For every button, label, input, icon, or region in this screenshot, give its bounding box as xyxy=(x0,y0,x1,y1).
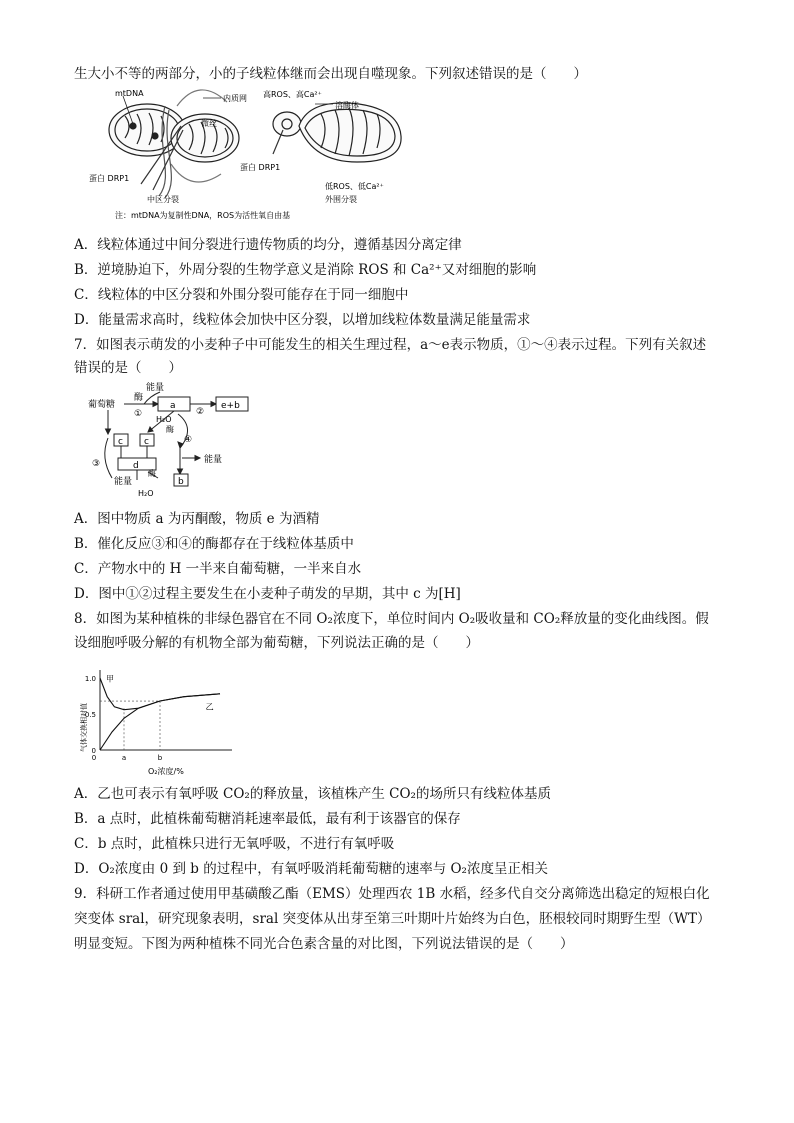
q6-option-c: C．线粒体的中区分裂和外围分裂可能存在于同一细胞中 xyxy=(74,287,409,303)
label-high-ros: 高ROS、高Ca²⁺ xyxy=(263,90,322,99)
q8-option-b: B．a 点时，此植株葡萄糖消耗速率最低，最有利于该器官的保存 xyxy=(74,811,461,827)
figure-note: 注：mtDNA为复制性DNA，ROS为活性氧自由基 xyxy=(115,211,291,220)
label-energy-3: 能量 xyxy=(114,477,133,487)
label-drp1-right: 蛋白 DRP1 xyxy=(240,163,281,172)
label-lysosome: 溶酶体 xyxy=(335,101,359,110)
q8-option-c: C．b 点时，此植株只进行无氧呼吸，不进行有氧呼吸 xyxy=(74,836,395,852)
q8-stem-2: 设细胞呼吸分解的有机物全部为葡萄糖，下列说法正确的是（ ） xyxy=(74,635,479,651)
label-enzyme-1: 酶 xyxy=(134,393,144,403)
label-energy-1: 能量 xyxy=(146,383,165,393)
label-enzyme-3: 酶 xyxy=(148,469,156,478)
q7-option-b: B．催化反应③和④的酶都存在于线粒体基质中 xyxy=(74,536,354,552)
q7-stem-1: 7．如图表示萌发的小麦种子中可能发生的相关生理过程，a～e表示物质，①～④表示过程。下列有关叙述 xyxy=(74,337,707,353)
q6-option-a: A．线粒体通过中间分裂进行遗传物质的均分，遵循基因分离定律 xyxy=(74,237,462,253)
label-mid-split: 中区分裂 xyxy=(147,195,179,204)
label-d: d xyxy=(133,461,139,471)
label-b: b xyxy=(178,477,184,487)
q6-stem: 生大小不等的两部分，小的子线粒体继而会出现自噬现象。下列叙述错误的是（ ） xyxy=(74,66,587,82)
q6-option-d: D．能量需求高时，线粒体会加快中区分裂，以增加线粒体数量满足能量需求 xyxy=(74,312,531,328)
label-energy-2: 能量 xyxy=(204,455,223,465)
q7-stem-2: 错误的是（ ） xyxy=(74,360,182,376)
series-line-1 xyxy=(100,678,220,710)
label-mtdna: mtDNA xyxy=(115,89,144,98)
label-glucose: 葡萄糖 xyxy=(88,400,116,410)
label-process-2: ② xyxy=(196,407,205,417)
label-er: 内质网 xyxy=(223,94,247,103)
y-tick-label: 0.5 xyxy=(84,711,96,719)
q6-option-b: B．逆境胁迫下，外周分裂的生物学意义是消除 ROS 和 Ca²⁺又对细胞的影响 xyxy=(74,262,537,278)
label-c-2: c xyxy=(144,437,149,447)
q8-option-d: D．O₂浓度由 0 到 b 的过程中，有氧呼吸消耗葡萄糖的速率与 O₂浓度呈正相关 xyxy=(74,861,548,877)
mitochondria-figure xyxy=(85,86,445,226)
q8-stem-1: 8．如图为某种植株的非绿色器官在不同 O₂浓度下，单位时间内 O₂吸收量和 CO₂释放量的变化曲线图。假 xyxy=(74,611,709,627)
x-tick-label: a xyxy=(121,754,127,762)
label-a: a xyxy=(170,401,176,411)
label-h2o-1: H₂O xyxy=(156,415,172,424)
peripheral-division-drawing xyxy=(273,103,401,162)
series-label: 乙 xyxy=(205,702,214,712)
q8-option-a: A．乙也可表示有氧呼吸 CO₂的释放量，该植株产生 CO₂的场所只有线粒体基质 xyxy=(74,786,551,802)
q7-option-c: C．产物水中的 H 一半来自葡萄糖，一半来自水 xyxy=(74,561,362,577)
x-tick-label: 0 xyxy=(91,754,97,762)
chart-ylabel: 气体交换相对值 xyxy=(80,703,88,752)
series-label: 甲 xyxy=(106,674,114,684)
y-tick-label: 0 xyxy=(91,747,96,755)
q9-stem-1: 9．科研工作者通过使用甲基磺酸乙酯（EMS）处理西农 1B 水稻，经多代自交分离筛选出稳定的短根白化 xyxy=(74,886,710,902)
label-drp1-left: 蛋白 DRP1 xyxy=(89,174,130,183)
chart-xlabel: O₂浓度/% xyxy=(148,767,184,776)
label-low-ros: 低ROS、低Ca²⁺ xyxy=(325,182,384,191)
label-peri-split: 外围分裂 xyxy=(325,195,357,204)
label-eb: e+b xyxy=(221,401,240,411)
metabolism-diagram xyxy=(88,382,268,500)
q9-stem-3: 明显变短。下图为两种植株不同光合色素含量的对比图，下列说法错误的是（ ） xyxy=(74,936,574,952)
label-process-4: ④ xyxy=(184,435,193,445)
q7-option-a: A．图中物质 a 为丙酮酸，物质 e 为酒精 xyxy=(74,511,320,527)
x-tick-label: b xyxy=(157,754,163,762)
respiration-chart xyxy=(74,662,254,782)
q9-stem-2: 突变体 sral，研究现象表明，sral 突变体从出芽至第三叶期叶片始终为白色，胚根较同时期野生型（WT） xyxy=(74,911,711,927)
label-process-1: ① xyxy=(134,409,143,419)
label-process-3: ③ xyxy=(92,459,101,469)
label-h2o-2: H₂O xyxy=(138,489,154,498)
y-tick-label: 1.0 xyxy=(84,675,96,683)
label-c-1: c xyxy=(118,437,123,447)
label-microfilament: 微丝 xyxy=(201,119,217,128)
label-enzyme-2: 酶 xyxy=(166,425,174,434)
q7-option-d: D．图中①②过程主要发生在小麦种子萌发的早期，其中 c 为[H] xyxy=(74,586,461,602)
